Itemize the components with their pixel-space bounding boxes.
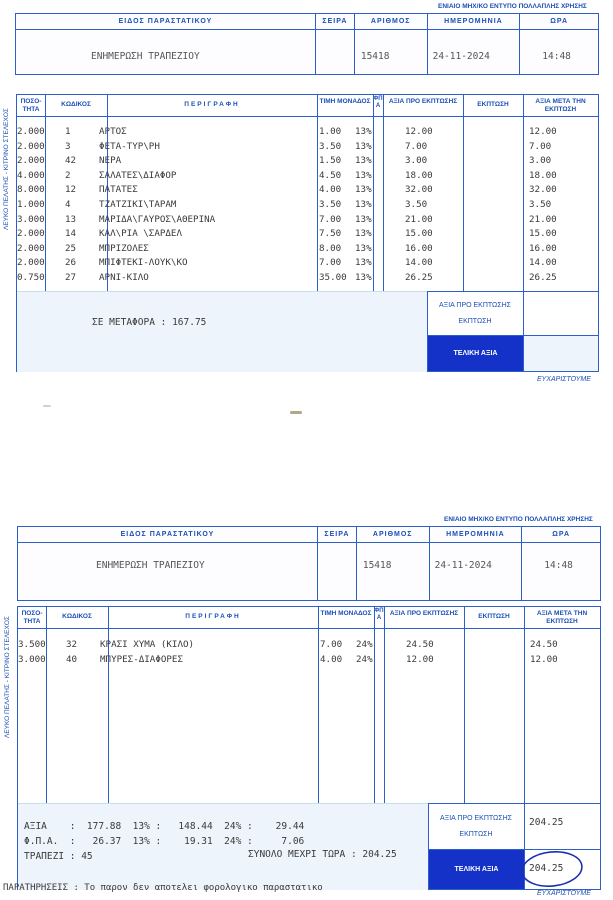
item-code: 2 bbox=[65, 169, 71, 181]
doc-time-value: 14:48 bbox=[542, 51, 571, 62]
item-vat: 13% bbox=[355, 272, 372, 283]
item-description: ΣΑΛΑΤΕΣ\ΔΙΑΦΟΡ bbox=[99, 169, 177, 181]
table-number: ΤΡΑΠΕΖΙ : 45 bbox=[24, 851, 93, 862]
table-row bbox=[17, 126, 598, 141]
series-label: ΣΕΙΡΑ bbox=[316, 14, 355, 29]
doc-type-value: ΕΝΗΜΕΡΩΣΗ ΤΡΑΠΕΖΙΟΥ bbox=[91, 51, 200, 62]
item-value-after: 21.00 bbox=[529, 213, 557, 225]
footer-value-before-label: ΑΞΙΑ ΠΡΟ ΕΚΠΤΩΣΗΣ bbox=[439, 302, 511, 309]
item-qty: 2.000 bbox=[17, 242, 45, 254]
item-value-after: 24.50 bbox=[530, 639, 558, 650]
item-code: 12 bbox=[65, 184, 77, 196]
item-description: ΜΠΙΦΤΕΚΙ-ΛΟΥΚ\ΚΟ bbox=[99, 257, 188, 269]
carry-over: ΣΕ ΜΕΤΑΦΟΡΑ : 167.75 bbox=[92, 317, 207, 328]
item-value-before: 32.00 bbox=[405, 184, 433, 196]
item-value-after: 15.00 bbox=[529, 228, 557, 240]
item-qty: 8.000 bbox=[17, 184, 45, 196]
value-before-total: 204.25 bbox=[529, 817, 564, 828]
summary-vat-line: Φ.Π.Α. : 26.37 13% : 19.31 24% : 7.06 bbox=[24, 836, 305, 847]
item-vat: 13% bbox=[355, 199, 372, 210]
item-unit-price: 3.50 bbox=[319, 140, 342, 152]
items-table bbox=[17, 606, 601, 890]
item-vat: 13% bbox=[355, 228, 372, 240]
form-tag: ΕΝΙΑΙΟ ΜΗΧ/ΚΟ ΕΝΤΥΠΟ ΠΟΛΛΑΠΛΗΣ ΧΡΗΣΗΣ bbox=[438, 3, 587, 10]
item-value-after: 26.25 bbox=[529, 272, 557, 283]
time-label: ΩΡΑ bbox=[550, 18, 569, 25]
item-description: ΦΕΤΑ-ΤΥΡ\ΡΗ bbox=[99, 140, 160, 152]
table-row bbox=[17, 199, 598, 214]
item-qty: 3.000 bbox=[17, 213, 45, 225]
item-value-before: 12.00 bbox=[406, 653, 434, 665]
item-value-before: 18.00 bbox=[405, 169, 433, 181]
item-code: 32 bbox=[66, 639, 78, 650]
item-description: ΚΡΑΣΙ ΧΥΜΑ (ΚΙΛΟ) bbox=[100, 639, 195, 650]
receipt-slip-2 bbox=[0, 513, 613, 900]
col-code: ΚΩΔΙΚΟΣ bbox=[62, 613, 92, 620]
item-unit-price: 3.50 bbox=[319, 199, 342, 210]
item-unit-price: 35.00 bbox=[319, 272, 347, 283]
item-description: ΤΖΑΤΖΙΚΙ\ΤΑΡΑΜ bbox=[99, 199, 177, 210]
summary-value-line: ΑΞΙΑ : 177.88 13% : 148.44 24% : 29.44 bbox=[24, 821, 305, 832]
items-table bbox=[16, 94, 599, 372]
item-vat: 13% bbox=[355, 242, 372, 254]
item-qty: 2.000 bbox=[17, 228, 45, 240]
item-value-before: 12.00 bbox=[405, 126, 433, 137]
item-value-after: 7.00 bbox=[529, 140, 552, 152]
table-row bbox=[17, 272, 598, 287]
col-vat: ΦΠΑ bbox=[373, 96, 383, 109]
item-value-before: 14.00 bbox=[405, 257, 433, 269]
item-value-after: 32.00 bbox=[529, 184, 557, 196]
item-description: ΑΡΤΟΣ bbox=[99, 126, 127, 137]
item-description: ΜΠΡΙΖΟΛΕΣ bbox=[99, 242, 149, 254]
item-value-after: 18.00 bbox=[529, 169, 557, 181]
table-row bbox=[17, 257, 598, 272]
item-vat: 13% bbox=[355, 140, 372, 152]
doc-type-label: ΕΙΔΟΣ ΠΑΡΑΣΤΑΤΙΚΟΥ bbox=[18, 527, 318, 542]
item-value-after: 3.50 bbox=[529, 199, 552, 210]
item-code: 42 bbox=[65, 155, 77, 167]
item-vat: 24% bbox=[356, 653, 373, 665]
item-unit-price: 4.00 bbox=[320, 653, 343, 665]
col-desc: ΠΕΡΙΓΡΑΦΗ bbox=[185, 613, 241, 620]
item-value-after: 12.00 bbox=[530, 653, 558, 665]
item-code: 3 bbox=[65, 140, 71, 152]
table-row bbox=[17, 243, 598, 258]
item-qty: 3.500 bbox=[18, 639, 46, 650]
doc-type-value: ΕΝΗΜΕΡΩΣΗ ΤΡΑΠΕΖΙΟΥ bbox=[96, 560, 205, 571]
item-value-before: 3.00 bbox=[405, 155, 428, 167]
item-vat: 13% bbox=[355, 126, 372, 137]
number-label: ΑΡΙΘΜΟΣ bbox=[355, 14, 428, 29]
item-description: ΠΑΤΑΤΕΣ bbox=[99, 184, 138, 196]
footer-discount-label: ΕΚΠΤΩΣΗ bbox=[458, 318, 492, 325]
number-label: ΑΡΙΘΜΟΣ bbox=[357, 527, 430, 542]
table-row bbox=[17, 170, 598, 185]
item-value-before: 3.50 bbox=[405, 199, 428, 210]
item-qty: 2.000 bbox=[17, 126, 45, 137]
document-header bbox=[15, 13, 599, 75]
doc-type-label: ΕΙΔΟΣ ΠΑΡΑΣΤΑΤΙΚΟΥ bbox=[16, 14, 316, 29]
item-unit-price: 8.00 bbox=[319, 242, 342, 254]
item-vat: 24% bbox=[356, 639, 373, 650]
item-vat: 13% bbox=[355, 213, 372, 225]
item-code: 25 bbox=[65, 242, 77, 254]
col-unit-price: ΤΙΜΗ ΜΟΝΑΔΟΣ bbox=[319, 98, 371, 105]
item-qty: 4.000 bbox=[17, 169, 45, 181]
col-value-after: ΑΞΙΑ ΜΕΤΑ ΤΗΝ ΕΚΠΤΩΣΗ bbox=[536, 610, 588, 625]
item-unit-price: 7.50 bbox=[319, 228, 342, 240]
date-label: ΗΜΕΡΟΜΗΝΙΑ bbox=[428, 14, 521, 29]
footer-value-before-label: ΑΞΙΑ ΠΡΟ ΕΚΠΤΩΣΗΣ bbox=[440, 815, 512, 822]
item-code: 26 bbox=[65, 257, 77, 269]
copy-side-label: ΛΕΥΚΟ ΠΕΛΑΤΗΣ - ΚΙΤΡΙΝΟ ΣΤΕΛΕΧΟΣ bbox=[4, 616, 11, 738]
time-label: ΩΡΑ bbox=[552, 531, 571, 538]
item-qty: 2.000 bbox=[17, 140, 45, 152]
item-value-after: 14.00 bbox=[529, 257, 557, 269]
col-desc: ΠΕΡΙΓΡΑΦΗ bbox=[184, 101, 240, 108]
col-unit-price: ΤΙΜΗ ΜΟΝΑΔΟΣ bbox=[320, 610, 372, 617]
item-vat: 13% bbox=[355, 184, 372, 196]
col-discount: ΕΚΠΤΩΣΗ bbox=[478, 613, 510, 620]
item-unit-price: 7.00 bbox=[319, 213, 342, 225]
item-code: 1 bbox=[65, 126, 71, 137]
item-vat: 13% bbox=[355, 155, 372, 167]
col-value-before: ΑΞΙΑ ΠΡΟ ΕΚΠΤΩΣΗΣ bbox=[389, 610, 459, 617]
item-qty: 2.000 bbox=[17, 257, 45, 269]
item-qty: 3.000 bbox=[18, 653, 46, 665]
item-value-before: 16.00 bbox=[405, 242, 433, 254]
paper-mark bbox=[43, 405, 51, 407]
col-code: ΚΩΔΙΚΟΣ bbox=[61, 101, 91, 108]
col-value-before: ΑΞΙΑ ΠΡΟ ΕΚΠΤΩΣΗΣ bbox=[388, 98, 458, 105]
item-unit-price: 4.50 bbox=[319, 169, 342, 181]
item-value-before: 26.25 bbox=[405, 272, 433, 283]
item-vat: 13% bbox=[355, 169, 372, 181]
item-value-after: 12.00 bbox=[529, 126, 557, 137]
final-total-label: ΤΕΛΙΚΗ ΑΞΙΑ bbox=[428, 336, 523, 371]
handwritten-circle bbox=[518, 847, 590, 891]
item-unit-price: 1.00 bbox=[319, 126, 342, 137]
final-total-label: ΤΕΛΙΚΗ ΑΞΙΑ bbox=[429, 850, 524, 889]
doc-number-value: 15418 bbox=[360, 51, 390, 62]
thanks-text: ΕΥΧΑΡΙΣΤΟΥΜΕ bbox=[537, 376, 591, 383]
doc-time-value: 14:48 bbox=[544, 560, 573, 571]
item-vat: 13% bbox=[355, 257, 372, 269]
item-description: ΝΕΡΑ bbox=[99, 155, 122, 167]
item-value-after: 16.00 bbox=[529, 242, 557, 254]
item-qty: 2.000 bbox=[17, 155, 45, 167]
document-header bbox=[17, 526, 601, 601]
item-description: ΚΑΛ\ΡΙΑ \ΣΑΡΔΕΛ bbox=[99, 228, 182, 240]
col-discount: ΕΚΠΤΩΣΗ bbox=[477, 101, 509, 108]
running-total: ΣΥΝΟΛΟ ΜΕΧΡΙ ΤΩΡΑ : 204.25 bbox=[248, 849, 397, 860]
table-row bbox=[17, 141, 598, 156]
item-description: ΜΠΥΡΕΣ-ΔΙΑΦΟΡΕΣ bbox=[100, 653, 183, 665]
table-row bbox=[17, 214, 598, 229]
item-code: 13 bbox=[65, 213, 77, 225]
item-description: ΑΡΝΙ-ΚΙΛΟ bbox=[99, 272, 149, 283]
item-code: 27 bbox=[65, 272, 77, 283]
item-value-before: 15.00 bbox=[405, 228, 433, 240]
item-code: 4 bbox=[65, 199, 71, 210]
item-unit-price: 4.00 bbox=[319, 184, 342, 196]
paper-mark bbox=[290, 411, 302, 414]
item-value-after: 3.00 bbox=[529, 155, 552, 167]
copy-side-label: ΛΕΥΚΟ ΠΕΛΑΤΗΣ - ΚΙΤΡΙΝΟ ΣΤΕΛΕΧΟΣ bbox=[3, 108, 10, 230]
table-row bbox=[18, 654, 600, 669]
item-code: 14 bbox=[65, 228, 77, 240]
item-unit-price: 7.00 bbox=[319, 257, 342, 269]
table-row bbox=[17, 228, 598, 243]
form-tag: ΕΝΙΑΙΟ ΜΗΧ/ΚΟ ΕΝΤΥΠΟ ΠΟΛΛΑΠΛΗΣ ΧΡΗΣΗΣ bbox=[444, 516, 593, 523]
col-qty: ΠΟΣΟ-ΤΗΤΑ bbox=[20, 98, 42, 113]
item-value-before: 7.00 bbox=[405, 140, 428, 152]
item-value-before: 21.00 bbox=[405, 213, 433, 225]
item-qty: 0.750 bbox=[17, 272, 45, 283]
footer-discount-label: ΕΚΠΤΩΣΗ bbox=[459, 831, 493, 838]
item-unit-price: 1.50 bbox=[319, 155, 342, 167]
item-qty: 1.000 bbox=[17, 199, 45, 210]
col-value-after: ΑΞΙΑ ΜΕΤΑ ΤΗΝ ΕΚΠΤΩΣΗ bbox=[535, 98, 586, 113]
item-unit-price: 7.00 bbox=[320, 639, 343, 650]
doc-number-value: 15418 bbox=[362, 560, 392, 571]
doc-date-value: 24-11-2024 bbox=[434, 560, 492, 571]
series-label: ΣΕΙΡΑ bbox=[318, 527, 357, 542]
item-value-before: 24.50 bbox=[406, 639, 434, 650]
table-row bbox=[17, 155, 598, 170]
item-code: 40 bbox=[66, 653, 78, 665]
table-row bbox=[18, 639, 600, 654]
remarks: ΠΑΡΑΤΗΡΗΣΕΙΣ : Το παρον δεν αποτελει φορολογικο παραστατικο bbox=[3, 883, 323, 893]
thanks-text: ΕΥΧΑΡΙΣΤΟΥΜΕ bbox=[537, 890, 591, 897]
date-label: ΗΜΕΡΟΜΗΝΙΑ bbox=[430, 527, 523, 542]
col-vat: ΦΠΑ bbox=[374, 608, 384, 621]
item-description: ΜΑΡΙΔΑ\ΓΑΥΡΟΣ\ΑΘΕΡΙΝΑ bbox=[99, 213, 216, 225]
col-qty: ΠΟΣΟ-ΤΗΤΑ bbox=[21, 610, 43, 625]
doc-date-value: 24-11-2024 bbox=[432, 51, 490, 62]
final-total-value: 204.25 bbox=[529, 863, 564, 874]
table-row bbox=[17, 184, 598, 199]
receipt-slip-1 bbox=[0, 0, 613, 395]
